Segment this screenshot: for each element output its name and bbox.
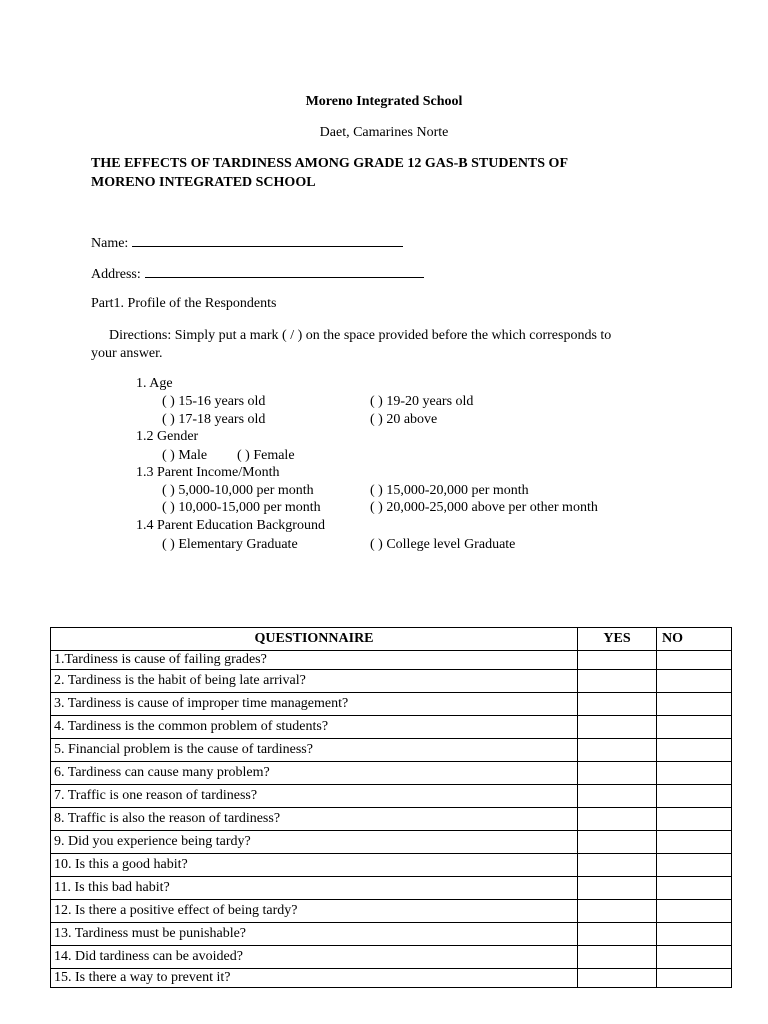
no-cell[interactable]: [657, 739, 732, 762]
no-cell[interactable]: [657, 693, 732, 716]
no-cell[interactable]: [657, 854, 732, 877]
no-cell[interactable]: [657, 946, 732, 969]
yes-cell[interactable]: [578, 785, 657, 808]
yes-cell[interactable]: [578, 923, 657, 946]
question-text: 10. Is this a good habit?: [51, 854, 578, 877]
age-label: 1. Age: [136, 376, 173, 391]
name-blank-line[interactable]: [132, 234, 403, 247]
question-text: 2. Tardiness is the habit of being late arrival?: [51, 670, 578, 693]
table-row: [51, 739, 732, 762]
age-option-15-16[interactable]: ( ) 15-16 years old: [162, 394, 266, 409]
question-text: 14. Did tardiness can be avoided?: [51, 946, 578, 969]
school-location: Daet, Camarines Norte: [319, 125, 449, 140]
no-header: NO: [657, 628, 732, 651]
question-text: 1.Tardiness is cause of failing grades?: [51, 651, 578, 670]
yes-cell[interactable]: [578, 762, 657, 785]
table-row: [51, 900, 732, 923]
question-text: 7. Traffic is one reason of tardiness?: [51, 785, 578, 808]
table-row: [51, 762, 732, 785]
no-cell[interactable]: [657, 716, 732, 739]
question-text: 12. Is there a positive effect of being tardy?: [51, 900, 578, 923]
yes-cell[interactable]: [578, 716, 657, 739]
table-row: [51, 831, 732, 854]
directions-line1: Directions: Simply put a mark ( / ) on the space provided before the which corresponds to: [109, 328, 612, 343]
gender-option-male[interactable]: ( ) Male: [162, 448, 208, 463]
income-option-20000-25000[interactable]: ( ) 20,000-25,000 above per other month: [370, 500, 598, 515]
document-title: [91, 154, 651, 192]
table-row: [51, 716, 732, 739]
education-option-elementary[interactable]: ( ) Elementary Graduate: [162, 537, 298, 552]
education-option-college[interactable]: ( ) College level Graduate: [370, 537, 516, 552]
address-field: [91, 265, 424, 283]
directions-line2: your answer.: [91, 346, 163, 361]
yes-cell[interactable]: [578, 693, 657, 716]
question-text: 3. Tardiness is cause of improper time management?: [51, 693, 578, 716]
income-option-10000-15000[interactable]: ( ) 10,000-15,000 per month: [162, 500, 321, 515]
yes-cell[interactable]: [578, 831, 657, 854]
gender-option-female[interactable]: ( ) Female: [237, 448, 295, 463]
question-text: 9. Did you experience being tardy?: [51, 831, 578, 854]
age-option-19-20[interactable]: ( ) 19-20 years old: [370, 394, 474, 409]
gender-label: 1.2 Gender: [136, 429, 199, 444]
question-text: 6. Tardiness can cause many problem?: [51, 762, 578, 785]
yes-cell[interactable]: [578, 946, 657, 969]
name-field: [91, 234, 403, 252]
question-text: 11. Is this bad habit?: [51, 877, 578, 900]
address-blank-line[interactable]: [145, 265, 424, 278]
question-text: 8. Traffic is also the reason of tardiness?: [51, 808, 578, 831]
yes-cell[interactable]: [578, 651, 657, 670]
question-text: 13. Tardiness must be punishable?: [51, 923, 578, 946]
income-option-5000-10000[interactable]: ( ) 5,000-10,000 per month: [162, 483, 314, 498]
questionnaire-header: QUESTIONNAIRE: [51, 628, 578, 651]
no-cell[interactable]: [657, 877, 732, 900]
yes-cell[interactable]: [578, 877, 657, 900]
address-label: Address:: [91, 267, 141, 282]
table-row: [51, 651, 732, 670]
no-cell[interactable]: [657, 785, 732, 808]
yes-cell[interactable]: [578, 670, 657, 693]
questionnaire-table: [50, 627, 732, 988]
table-row: [51, 693, 732, 716]
yes-cell[interactable]: [578, 808, 657, 831]
table-row: [51, 670, 732, 693]
table-row: [51, 946, 732, 969]
no-cell[interactable]: [657, 670, 732, 693]
yes-header: YES: [578, 628, 657, 651]
no-cell[interactable]: [657, 808, 732, 831]
no-cell[interactable]: [657, 651, 732, 670]
yes-cell[interactable]: [578, 900, 657, 923]
yes-cell[interactable]: [578, 739, 657, 762]
no-cell[interactable]: [657, 900, 732, 923]
table-header-row: [51, 628, 732, 651]
no-cell[interactable]: [657, 923, 732, 946]
age-option-17-18[interactable]: ( ) 17-18 years old: [162, 412, 266, 427]
document-title-line2: MORENO INTEGRATED SCHOOL: [91, 175, 316, 190]
yes-cell[interactable]: [578, 854, 657, 877]
age-option-20-above[interactable]: ( ) 20 above: [370, 412, 438, 427]
table-row: [51, 877, 732, 900]
no-cell[interactable]: [657, 831, 732, 854]
income-label: 1.3 Parent Income/Month: [136, 465, 280, 480]
no-cell[interactable]: [657, 762, 732, 785]
table-row: [51, 969, 732, 988]
table-row: [51, 785, 732, 808]
yes-cell[interactable]: [578, 969, 657, 988]
part1-heading: Part1. Profile of the Respondents: [91, 296, 277, 311]
table-row: [51, 808, 732, 831]
income-option-15000-20000[interactable]: ( ) 15,000-20,000 per month: [370, 483, 529, 498]
table-row: [51, 923, 732, 946]
name-label: Name:: [91, 236, 129, 251]
document-title-line1: THE EFFECTS OF TARDINESS AMONG GRADE 12 GAS-B STUDENTS OF: [91, 156, 568, 171]
school-name: Moreno Integrated School: [305, 94, 463, 109]
question-text: 4. Tardiness is the common problem of students?: [51, 716, 578, 739]
question-text: 15. Is there a way to prevent it?: [51, 969, 578, 988]
no-cell[interactable]: [657, 969, 732, 988]
education-label: 1.4 Parent Education Background: [136, 518, 325, 533]
question-text: 5. Financial problem is the cause of tardiness?: [51, 739, 578, 762]
table-row: [51, 854, 732, 877]
